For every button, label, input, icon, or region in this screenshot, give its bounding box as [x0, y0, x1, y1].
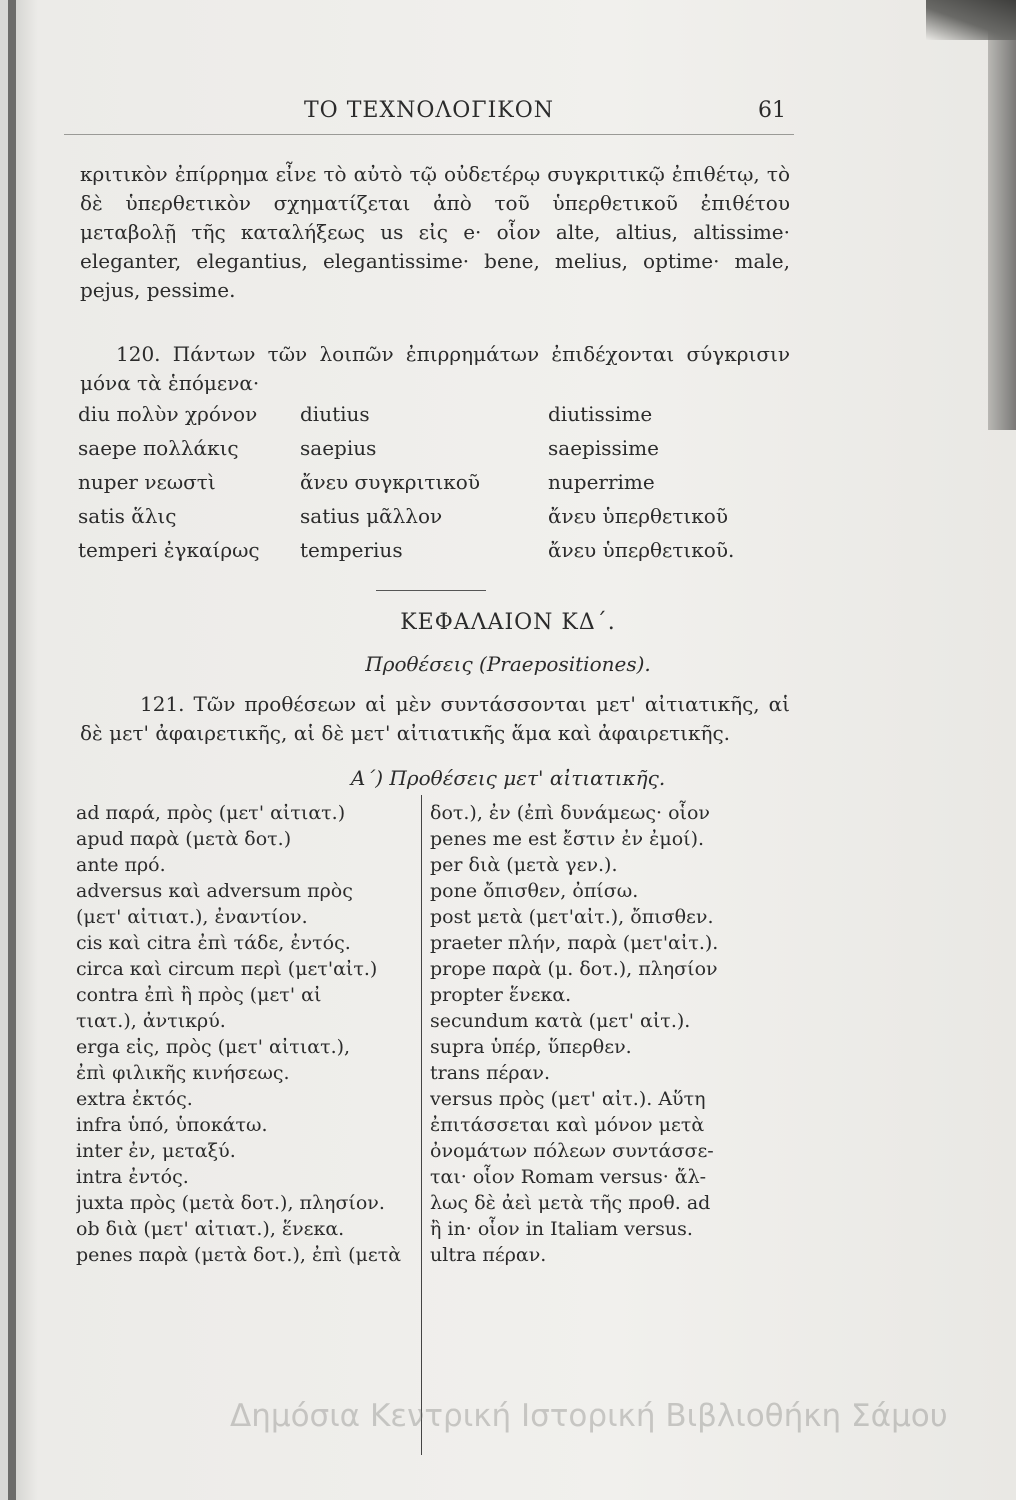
comparative-cell: saepius [300, 436, 377, 460]
column-divider [421, 795, 422, 1455]
list-item: ἐπὶ φιλικῆς κινήσεως. [76, 1062, 290, 1084]
list-item: cis καὶ citra ἐπὶ τάδε, ἐντός. [76, 932, 351, 954]
list-item: post μετὰ (μετ'αἰτ.), ὄπισθεν. [430, 906, 714, 928]
positive-cell: temperi ἐγκαίρως [78, 538, 260, 562]
comparative-cell: ἄνευ συγκριτικοῦ [300, 470, 481, 494]
superlative-cell: ἄνευ ὑπερθετικοῦ. [548, 538, 735, 562]
page-header [64, 98, 794, 135]
list-item: praeter πλήν, παρὰ (μετ'αἰτ.). [430, 932, 719, 954]
chapter-title: ΚΕΦΑΛΑΙΟΝ ΚΔ΄. [400, 610, 616, 635]
list-item: pone ὄπισθεν, ὀπίσω. [430, 880, 639, 902]
section-divider-rule [376, 590, 486, 591]
list-item: ultra πέραν. [430, 1244, 547, 1266]
left-column-prepositions [76, 800, 416, 1268]
positive-cell: diu πολὺν χρόνον [78, 402, 258, 426]
list-item: contra ἐπὶ ἢ πρὸς (μετ' αἰ [76, 984, 322, 1006]
list-item: secundum κατὰ (μετ' αἰτ.). [430, 1010, 691, 1032]
list-item: ἢ in· οἷον in Italiam versus. [430, 1218, 693, 1240]
list-item: ob διὰ (μετ' αἰτιατ.), ἕνεκα. [76, 1218, 345, 1240]
list-item: λως δὲ ἀεὶ μετὰ τῆς προθ. ad [430, 1192, 711, 1214]
list-item: extra ἐκτός. [76, 1088, 193, 1110]
chapter-subtitle: Προθέσεις (Praepositiones). [365, 652, 651, 676]
list-item: erga εἰς, πρὸς (μετ' αἰτιατ.), [76, 1036, 351, 1058]
list-item: penes παρὰ (μετὰ δοτ.), ἐπὶ (μετὰ [76, 1244, 402, 1266]
comparative-cell: temperius [300, 538, 403, 562]
comparative-cell: satius μᾶλλον [300, 504, 443, 528]
list-item: ante πρό. [76, 854, 166, 876]
subsection-title: Α΄) Προθέσεις μετ' αἰτιατικῆς. [350, 766, 666, 790]
superlative-cell: nuperrime [548, 470, 655, 494]
paragraph-121: 121. Τῶν προθέσεων αἱ μὲν συντάσσονται μετ' αἰτιατικῆς, αἱ δὲ μετ' ἀφαιρετικῆς, αἱ δὲ μετ' αἰτιατικῆς ἅμα καὶ ἀφαιρετικῆς. [80, 692, 790, 745]
comparative-cell: diutius [300, 402, 370, 426]
paragraph-120: 120. Πάντων τῶν λοιπῶν ἐπιρρημάτων ἐπιδέχονται σύγκρισιν μόνα τὰ ἑπόμενα· [80, 342, 790, 395]
running-title: ΤΟ ΤΕΧΝΟΛΟΓΙΚΟΝ [304, 98, 554, 123]
page-left-edge [8, 0, 16, 1500]
superlative-cell: diutissime [548, 402, 653, 426]
page-number: 61 [758, 98, 786, 123]
list-item: prope παρὰ (μ. δοτ.), πλησίον [430, 958, 718, 980]
list-item: ad παρά, πρὸς (μετ' αἰτιατ.) [76, 802, 346, 824]
superlative-cell: ἄνευ ὑπερθετικοῦ [548, 504, 728, 528]
list-item: ἐπιτάσσεται καὶ μόνον μετὰ [430, 1114, 705, 1136]
positive-cell: saepe πολλάκις [78, 436, 239, 460]
list-item: penes me est ἔστιν ἐν ἐμοί). [430, 828, 705, 850]
list-item: juxta πρὸς (μετὰ δοτ.), πλησίον. [76, 1192, 385, 1214]
page-right-edge [988, 0, 1016, 430]
list-item: apud παρὰ (μετὰ δοτ.) [76, 828, 292, 850]
list-item: trans πέραν. [430, 1062, 550, 1084]
list-item: ται· οἷον Romam versus· ἄλ- [430, 1166, 707, 1188]
list-item: infra ὑπό, ὑποκάτω. [76, 1114, 268, 1136]
list-item: ὀνομάτων πόλεων συντάσσε- [430, 1140, 714, 1162]
list-item: supra ὑπέρ, ὕπερθεν. [430, 1036, 632, 1058]
positive-cell: satis ἅλις [78, 504, 177, 528]
list-item: propter ἕνεκα. [430, 984, 572, 1006]
right-column-prepositions [430, 800, 770, 1268]
list-item: per διὰ (μετὰ γεν.). [430, 854, 618, 876]
list-item: δοτ.), ἐν (ἐπὶ δυνάμεως· οἷον [430, 802, 710, 824]
positive-cell: nuper νεωστὶ [78, 470, 216, 494]
list-item: versus πρὸς (μετ' αἰτ.). Αὕτη [430, 1088, 706, 1110]
superlative-cell: saepissime [548, 436, 659, 460]
list-item: inter ἐν, μεταξύ. [76, 1140, 236, 1162]
list-item: circa καὶ circum περὶ (μετ'αἰτ.) [76, 958, 378, 980]
paragraph-comparison-intro: κριτικὸν ἐπίρρημα εἶνε τὸ αὐτὸ τῷ οὐδετέρῳ συγκριτικῷ ἐπιθέτῳ, τὸ δὲ ὑπερθετικὸν σχηματίζεται ἀπὸ τοῦ ὑπερθετικοῦ ἐπιθέτου μεταβολῇ τῆς καταλήξεως us εἰς e· οἷον alte, altius, altissime· eleganter, elegantius, elegantissime· bene, melius, optime· male, pejus, pessime. [80, 162, 790, 302]
list-item: adversus καὶ adversum πρὸς [76, 880, 353, 902]
list-item: intra ἐντός. [76, 1166, 189, 1188]
library-watermark: Δημόσια Κεντρική Ιστορική Βιβλιοθήκη Σάμου [230, 1398, 948, 1434]
list-item: τιατ.), ἀντικρύ. [76, 1010, 226, 1032]
page-corner-shadow [926, 0, 1016, 40]
list-item: (μετ' αἰτιατ.), ἐναντίον. [76, 906, 308, 928]
